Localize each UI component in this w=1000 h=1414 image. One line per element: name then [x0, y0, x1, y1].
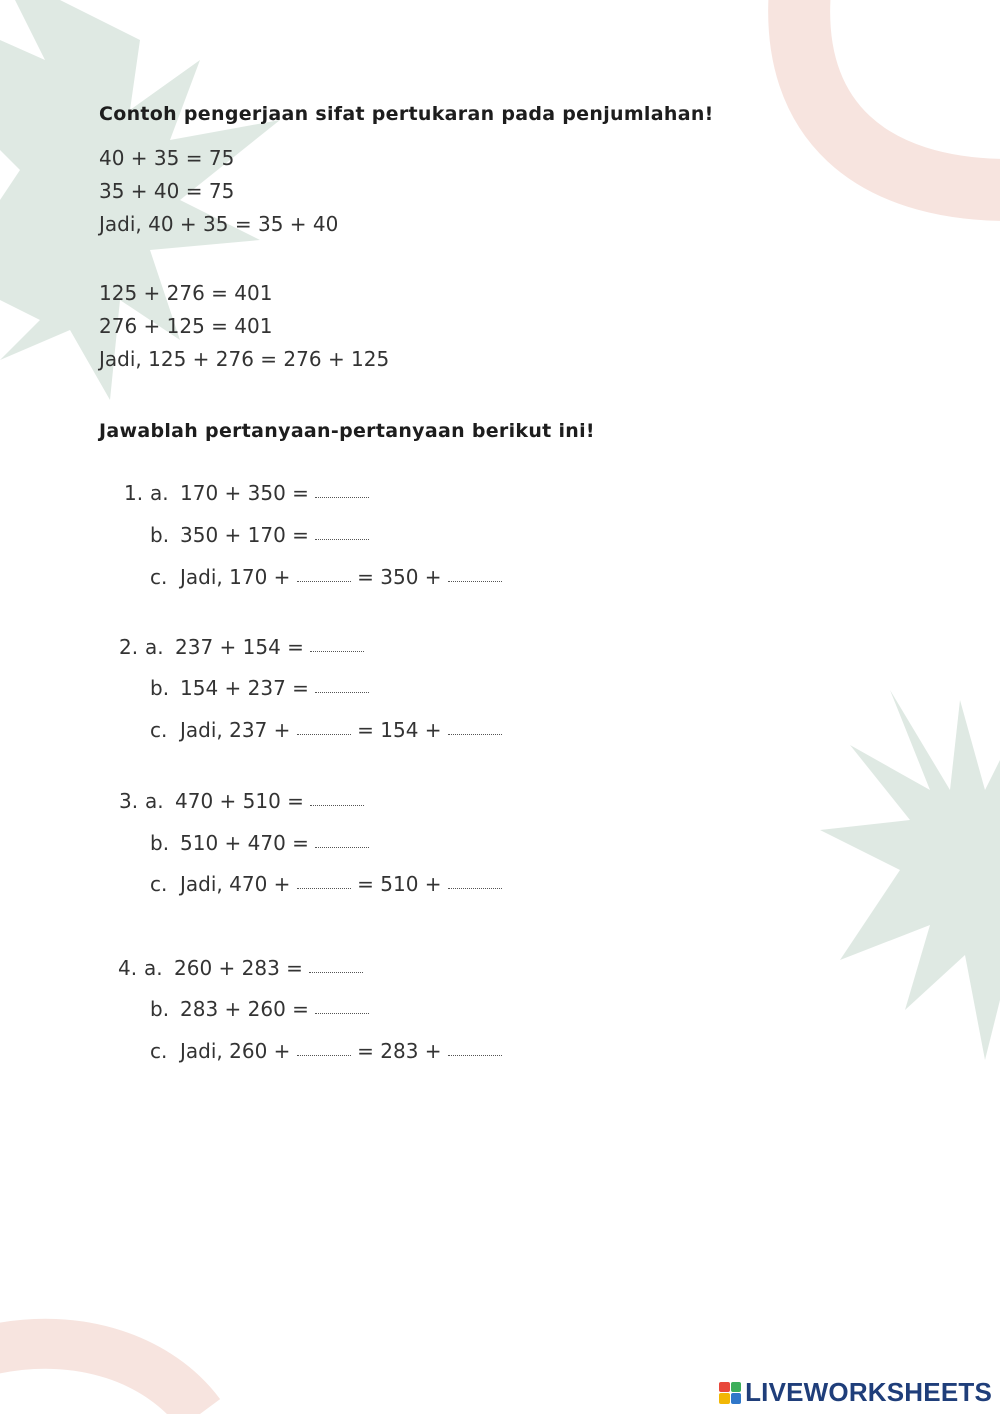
part-letter: c. — [150, 565, 168, 589]
question-number: 2. — [119, 635, 139, 659]
part-letter: b. — [150, 997, 170, 1021]
part-letter: b. — [150, 831, 170, 855]
question-4-c — [150, 1039, 502, 1063]
logo-tile — [731, 1393, 742, 1404]
equation: 170 + 350 = — [180, 481, 309, 505]
equation: Jadi, 260 + — [180, 1039, 291, 1063]
part-letter: b. — [150, 523, 170, 547]
logo-icon — [719, 1382, 741, 1404]
equation: Jadi, 170 + — [180, 565, 291, 589]
answer-blank[interactable] — [297, 734, 351, 735]
question-2-c — [150, 718, 502, 742]
question-number: 3. — [119, 789, 139, 813]
equation: = 510 + — [357, 872, 442, 896]
part-letter: b. — [150, 676, 170, 700]
answer-blank[interactable] — [310, 651, 364, 652]
part-letter: c. — [150, 1039, 168, 1063]
answer-blank[interactable] — [448, 1055, 502, 1056]
exercise-heading: Jawablah pertanyaan-pertanyaan berikut ini! — [99, 420, 595, 442]
answer-blank[interactable] — [310, 805, 364, 806]
question-4-a — [118, 956, 363, 980]
equation: = 350 + — [357, 565, 442, 589]
example-heading: Contoh pengerjaan sifat pertukaran pada penjumlahan! — [99, 103, 714, 125]
equation: = 154 + — [357, 718, 442, 742]
answer-blank[interactable] — [315, 692, 369, 693]
logo-text: LIVEWORKSHEETS — [745, 1377, 992, 1407]
part-letter: c. — [150, 718, 168, 742]
answer-blank[interactable] — [297, 581, 351, 582]
question-number: 4. — [118, 956, 138, 980]
example-conclusion: Jadi, 125 + 276 = 276 + 125 — [99, 347, 390, 371]
answer-blank[interactable] — [448, 581, 502, 582]
question-2-b — [150, 676, 369, 700]
example-conclusion: Jadi, 40 + 35 = 35 + 40 — [99, 212, 339, 236]
equation: 283 + 260 = — [180, 997, 309, 1021]
question-number: 1. — [124, 481, 144, 505]
equation: 350 + 170 = — [180, 523, 309, 547]
part-letter: c. — [150, 872, 168, 896]
question-3-c — [150, 872, 502, 896]
equation: Jadi, 470 + — [180, 872, 291, 896]
blush-arc-bottom-left — [0, 1344, 200, 1414]
question-3-a — [119, 789, 364, 813]
equation: Jadi, 237 + — [180, 718, 291, 742]
example-line: 40 + 35 = 75 — [99, 146, 235, 170]
question-1-a — [124, 481, 369, 505]
example-line: 35 + 40 = 75 — [99, 179, 235, 203]
equation: = 283 + — [357, 1039, 442, 1063]
example-line: 125 + 276 = 401 — [99, 281, 273, 305]
answer-blank[interactable] — [315, 1013, 369, 1014]
logo-tile — [731, 1382, 742, 1393]
answer-blank[interactable] — [315, 847, 369, 848]
equation: 237 + 154 = — [175, 635, 304, 659]
blush-ring-top-right — [799, 0, 1000, 190]
question-3-b — [150, 831, 369, 855]
question-4-b — [150, 997, 369, 1021]
sage-starburst-right — [820, 690, 1000, 1060]
logo-tile — [719, 1393, 730, 1404]
equation: 470 + 510 = — [175, 789, 304, 813]
part-letter: a. — [144, 956, 163, 980]
equation: 154 + 237 = — [180, 676, 309, 700]
logo-tile — [719, 1382, 730, 1393]
answer-blank[interactable] — [448, 888, 502, 889]
equation: 510 + 470 = — [180, 831, 309, 855]
question-2-a — [119, 635, 364, 659]
answer-blank[interactable] — [297, 888, 351, 889]
liveworksheets-logo[interactable] — [719, 1377, 992, 1408]
equation: 260 + 283 = — [174, 956, 303, 980]
answer-blank[interactable] — [297, 1055, 351, 1056]
answer-blank[interactable] — [315, 497, 369, 498]
answer-blank[interactable] — [448, 734, 502, 735]
example-line: 276 + 125 = 401 — [99, 314, 273, 338]
answer-blank[interactable] — [315, 539, 369, 540]
question-1-c — [150, 565, 502, 589]
part-letter: a. — [150, 481, 169, 505]
answer-blank[interactable] — [309, 972, 363, 973]
part-letter: a. — [145, 635, 164, 659]
question-1-b — [150, 523, 369, 547]
part-letter: a. — [145, 789, 164, 813]
